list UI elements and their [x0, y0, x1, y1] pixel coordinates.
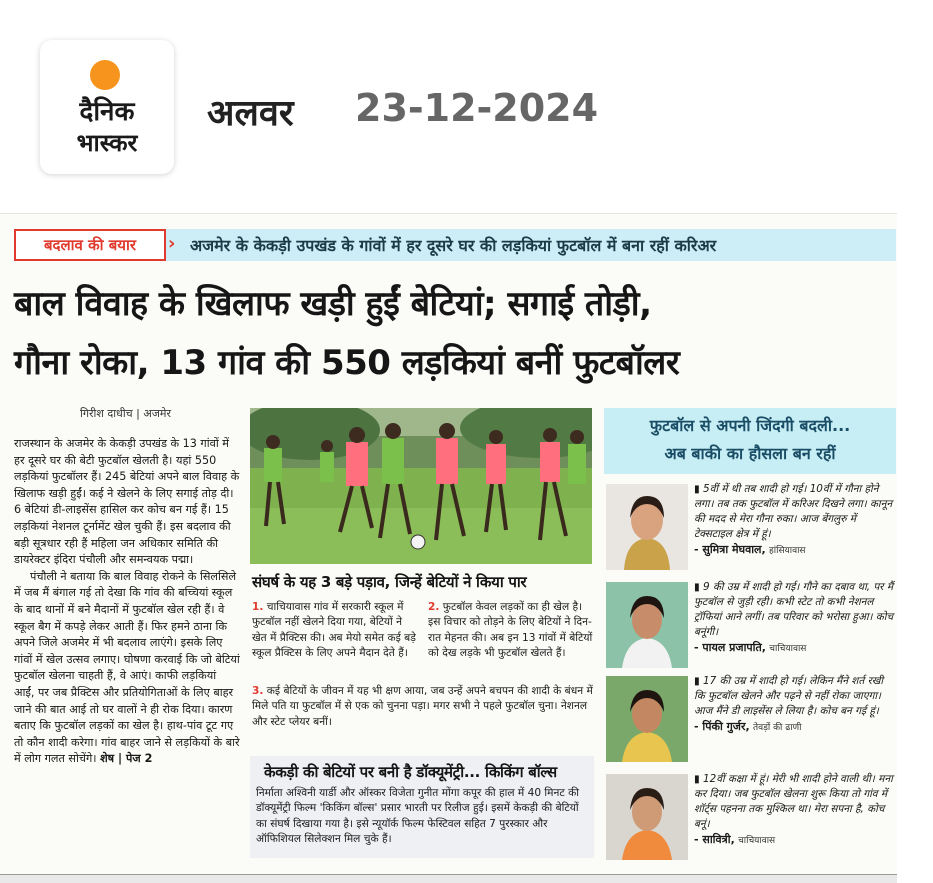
point-text: फुटबॉल केवल लड़कों का ही खेल है। इस विचार को तोड़ने के लिए बेटियों ने दिन-रात मेहनत की। अब इन 13 गांवों में बेटियों को देख लड़के भी फुटबॉल खेलते हैं। [428, 601, 593, 660]
point-number: 3. [252, 685, 264, 697]
edition-city: अलवर [207, 93, 294, 134]
profile-quote [694, 772, 896, 849]
quote-text: 17 की उम्र में शादी हो गई। लेकिन मैंने शर्त रखी कि फुटबॉल खेलने और पढ़ने से नहीं रोका जाएगा। आज मैंने डी लाइसेंस ले लिया है। कोच बन गई हूं। [694, 675, 884, 717]
football-match-photo [250, 408, 592, 564]
quote-text: 5वीं में थी तब शादी हो गई। 10वीं में गौना होने लगा। तब तक फुटबॉल में करिअर दिखने लगा। कानून की मदद से मेरा गौना रुका। आज बेंगलुरु में टेक्सटाइल क्षेत्र में हूं। [694, 483, 893, 540]
profile-quote [694, 482, 896, 559]
newspaper-clipping [0, 213, 897, 883]
headline-line2: गौना रोका, 13 गांव की 550 लड़कियां बनीं फुटबॉलर [14, 343, 680, 383]
body-paragraph-2 [14, 569, 240, 768]
point-number: 2. [428, 601, 440, 613]
profile-signature [694, 832, 896, 849]
football-icon [411, 535, 425, 549]
sidebar-heading-line1: फुटबॉल से अपनी जिंदगी बदली... [649, 416, 851, 435]
article-body [14, 436, 240, 768]
profile-name: - सुमित्रा मेघवाल, [694, 543, 766, 556]
body-paragraph-2-text: पंचौली ने बताया कि बाल विवाह रोकने के सिलसिले में जब मैं बंगाल गई तो देखा कि गांव की बच्चियां स्कूल के बाद थानों में बने मैदानों में फुटबॉल खेल रही हैं। वे स्कूल बैग में कपड़े लेकर आती हैं। फिर हमने ठाना कि अपने जिले अजमेर में भी बदलाव लाएंगे। इसके लिए गांवों में खेल उत्सव लगाए। घोषणा करवाई कि जो बेटियां फुटबॉल खेलना चाहती हैं, वे आएं। काफी लड़कियां आईं, पर जब प्रैक्टिस और प्रतियोगिताओं के लिए बाहर जाने की बात आई तो घर वालों ने ही रोक दिया। कारण बताए कि फुटबॉल लड़कों का खेल है। हाथ-पांव टूट गए तो कौन शादी करेगा। गांव बाहर जाने से लड़कियों के बारे में लोग गलत सोचेंगे। [14, 569, 240, 766]
profile-card [604, 674, 896, 764]
struggle-subhead: संघर्ष के यह 3 बड़े पड़ाव, जिन्हें बेटियों ने किया पार [252, 573, 527, 591]
sidebar-heading [604, 408, 896, 474]
edition-date: 23-12-2024 [355, 86, 599, 130]
kicker-strip [14, 229, 896, 261]
point-text: चाचियावास गांव में सरकारी स्कूल में फुटबॉल नहीं खेलने दिया गया, बेटियों ने खेत में प्रैक्टिस की। अब मेयो समेत कई बड़े स्कूल प्रैक्टिस के लिए अपने मैदान देते हैं। [252, 601, 416, 660]
profile-quote [694, 674, 896, 736]
profile-signature [694, 542, 896, 559]
profile-name: - पिंकी गुर्जर, [694, 720, 750, 733]
headline-line1: बाल विवाह के खिलाफ खड़ी हुईं बेटियां; सगाई तोड़ी, [14, 284, 652, 324]
body-paragraph-1: राजस्थान के अजमेर के केकड़ी उपखंड के 13 गांवों में हर दूसरे घर की बेटी फुटबॉल खेलती है। यहां 550 लड़कियां फुटबॉलर हैं। 245 बेटियां अपने बाल विवाह के खिलाफ खड़ी हुईं। कई ने खेलने के लिए सगाई तोड़ दी। 6 बेटियां डी-लाइसेंस हासिल कर कोच बन गई हैं। 15 लड़कियां नेशनल टूर्नामेंट खेल चुकी हैं। इस बदलाव की बड़ी सूत्रधार रही हैं महिला जन अधिकार समिति की डायरेक्टर इंदिरा पंचौली और समन्वयक पद्मा। [14, 437, 240, 567]
next-article-edge [0, 874, 897, 883]
chevron-right-icon: › [168, 233, 176, 254]
profile-village: चाचियावास [738, 836, 776, 846]
bullet-icon: ▮ [694, 483, 700, 495]
profile-card [604, 482, 896, 572]
profile-card [604, 772, 896, 862]
point-number: 1. [252, 601, 264, 613]
bullet-icon: ▮ [694, 773, 700, 785]
portrait-photo [606, 676, 688, 762]
profile-name: - पायल प्रजापति, [694, 641, 766, 654]
kicker-text: अजमेर के केकड़ी उपखंड के गांवों में हर दूसरे घर की लड़कियां फुटबॉल में बना रहीं करिअर [190, 236, 717, 255]
struggle-point-1 [252, 600, 418, 662]
sun-icon [90, 60, 120, 90]
logo-text-line1: दैनिक [79, 97, 135, 127]
byline: गिरीश दाधीच | अजमेर [80, 407, 171, 420]
bullet-icon: ▮ [694, 581, 700, 593]
portrait-photo [606, 774, 688, 860]
point-text: कई बेटियों के जीवन में यह भी क्षण आया, जब उन्हें अपने बचपन की शादी के बंधन में मिले पति या फुटबॉल में से एक को चुनना पड़ा। मगर सभी ने पहले फुटबॉल चुना। नेशनल और स्टेट प्लेयर बनीं। [252, 685, 593, 728]
portrait-photo [606, 582, 688, 668]
documentary-text: निर्माता अश्विनी यार्डी और ऑस्कर विजेता गुनीत मोंगा कपूर की हाल में 40 मिनट की डॉक्यूमेंट्री फिल्म 'किकिंग बॉल्स' प्रसार भारती पर रिलीज हुई। इसमें केकड़ी की बेटियों का संघर्ष दिखाया गया है। इसे न्यूयॉर्क फिल्म फेस्टिवल सहित 7 पुरस्कार और ऑफिशियल सिलेक्शन मिल चुके हैं। [256, 787, 579, 846]
profile-card [604, 580, 896, 670]
dainik-bhaskar-logo [40, 40, 174, 174]
profile-signature [694, 719, 896, 736]
profile-quote [694, 580, 896, 657]
continued-page-ref: शेष | पेज 2 [100, 752, 153, 766]
profile-signature [694, 640, 896, 657]
struggle-point-2 [428, 600, 594, 662]
portrait-photo [606, 484, 688, 570]
documentary-heading: केकड़ी की बेटियों पर बनी है डॉक्यूमेंट्री... किकिंग बॉल्स [264, 763, 557, 781]
profile-village: हांसियावास [769, 546, 806, 556]
profile-village: तेवड़ों की ढाणी [752, 723, 802, 733]
profile-name: - सावित्री, [694, 833, 735, 846]
logo-text-line2: भास्कर [76, 129, 138, 157]
struggle-point-3 [252, 684, 594, 730]
sidebar-heading-line2: अब बाकी का हौसला बन रहीं [664, 444, 836, 463]
bullet-icon: ▮ [694, 675, 700, 687]
kicker-label: बदलाव की बयार [14, 229, 166, 261]
profile-village: चाचियावास [769, 644, 807, 654]
quote-text: 12वीं कक्षा में हूं। मेरी भी शादी होने वाली थी। मना कर दिया। जब फुटबॉल खेलना शुरू किया तो गांव में शॉर्ट्स पहनना तक मुश्किल था। मेरा सपना है, कोच बनूं। [694, 773, 893, 830]
quote-text: 9 की उम्र में शादी हो गई। गौने का दबाव था, पर मैं फुटबॉल से जुड़ी रही। कभी स्टेट तो कभी नेशनल ट्रॉफियां आने लगीं। तब परिवार को भरोसा हुआ। कोच बनूंगी। [694, 581, 894, 638]
documentary-box [250, 756, 594, 858]
